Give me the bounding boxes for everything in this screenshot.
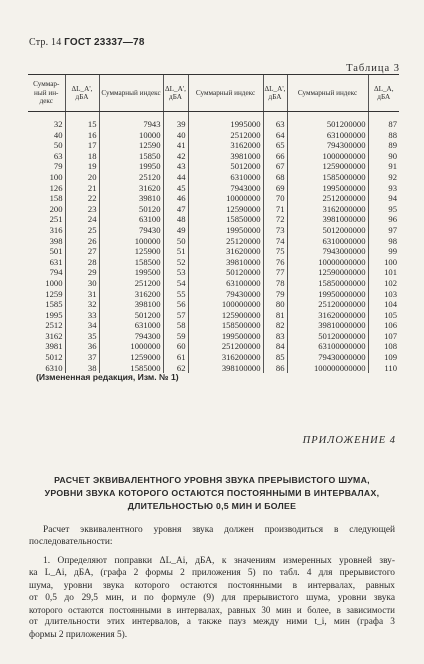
table-cell: 32 [65, 299, 99, 310]
table-cell: 1259 [45, 288, 63, 299]
table-cell: 31620 [99, 183, 163, 194]
table-cell: 28 [65, 257, 99, 268]
table-cell: 20 [65, 172, 99, 183]
table-cell: 6310 [45, 362, 63, 373]
table-cell: 3981000000 [287, 214, 368, 225]
table-cell: 60 [163, 341, 188, 352]
table-cell: 72 [263, 214, 287, 225]
table-cell: 75 [263, 246, 287, 257]
table-cell: 50 [163, 236, 188, 247]
table-cell: 67 [263, 161, 287, 172]
table-cell: 42 [163, 151, 188, 162]
table-cell: 126 [49, 182, 63, 193]
table-cell: 251 [49, 214, 63, 225]
table-cell: 39 [163, 112, 188, 130]
table-row [28, 289, 399, 300]
table-cell: 63100000 [188, 278, 263, 289]
table-row [28, 278, 399, 289]
table-cell: 34 [65, 320, 99, 331]
table-cell: 50120000 [188, 267, 263, 278]
table-cell: 33 [65, 310, 99, 321]
table-cell: 47 [163, 204, 188, 215]
gost-label: ГОСТ [64, 37, 92, 48]
gost-number: 23337—78 [94, 37, 145, 48]
table-cell: 501 [49, 246, 63, 257]
table-row [28, 214, 399, 225]
table-cell: 85 [263, 352, 287, 363]
table-cell: 63100 [99, 214, 163, 225]
table-row [28, 267, 399, 278]
table-cell: 59 [163, 331, 188, 342]
table-cell: 1995000 [188, 112, 263, 130]
table-cell: 103 [368, 289, 399, 300]
table-cell: 25120000000 [287, 299, 368, 310]
table-cell: 82 [263, 320, 287, 331]
table-cell: 15850000 [188, 214, 263, 225]
table-cell: 107 [368, 331, 399, 342]
amendment-note-text: (Измененная редакция, Изм. № 1) [36, 372, 179, 382]
table-cell: 106 [368, 320, 399, 331]
table-cell: 52 [163, 257, 188, 268]
table-cell: 95 [368, 204, 399, 215]
table-cell: 65 [263, 140, 287, 151]
table-cell: 31620000 [188, 246, 263, 257]
col-header: Суммарный индекс [99, 75, 163, 112]
table-cell: 398100000 [188, 363, 263, 374]
table-cell: 3981 [45, 341, 63, 352]
table-cell: 70 [263, 193, 287, 204]
text-line: последовательности: [29, 537, 113, 548]
table-cell: 398100 [99, 299, 163, 310]
table-cell: 94 [368, 193, 399, 204]
table-cell: 63 [263, 112, 287, 130]
table-cell: 40 [53, 129, 63, 140]
table-cell: 89 [368, 140, 399, 151]
table-row [28, 246, 399, 257]
table-row [28, 183, 399, 194]
table-cell: 251200000 [188, 341, 263, 352]
table-cell: 19950000 [188, 225, 263, 236]
table-cell: 66 [263, 151, 287, 162]
table-cell: 62 [163, 363, 188, 374]
table-cell: 10000000000 [287, 257, 368, 268]
table-cell: 15850000000 [287, 278, 368, 289]
table-cell: 6310000 [188, 172, 263, 183]
table-cell: 83 [263, 331, 287, 342]
table-row [28, 236, 399, 247]
table-row [28, 299, 399, 310]
table-cell: 29 [65, 267, 99, 278]
table-cell: 100000000 [188, 299, 263, 310]
table-cell: 37 [65, 352, 99, 363]
table-cell: 1585 [45, 299, 63, 310]
table-cell: 2512000000 [287, 193, 368, 204]
page-header [29, 37, 145, 48]
text-line: 1. Определяют поправки ΔL_Ai, дБА, к значениям измеренных уровней зву- [43, 556, 395, 566]
table-cell: 1259000000 [287, 161, 368, 172]
table-cell: 99 [368, 246, 399, 257]
table-row [28, 193, 399, 204]
table-cell: 12590000 [188, 204, 263, 215]
table-cell: 84 [263, 341, 287, 352]
table-cell: 41 [163, 140, 188, 151]
table-cell: 86 [263, 363, 287, 374]
col-header: Суммар-ный ин-декс [28, 75, 65, 112]
table-cell: 48 [163, 214, 188, 225]
table-cell: 7943 [99, 112, 163, 130]
data-table [28, 74, 399, 373]
col-header: ΔL_A', дБА [65, 75, 99, 112]
table-cell: 125900000 [188, 310, 263, 321]
table-cell: 81 [263, 310, 287, 321]
section-heading-line: УРОВНИ ЗВУКА КОТОРОГО ОСТАЮТСЯ ПОСТОЯННЫМИ В ИНТЕРВАЛАХ, [44, 488, 380, 498]
table-cell: 5012000000 [287, 225, 368, 236]
table-row [28, 310, 399, 321]
col-header: ΔL_A', дБА [263, 75, 287, 112]
table-cell: 1259000 [99, 352, 163, 363]
item-1-paragraph [29, 555, 395, 641]
col-header: ΔL_A', дБА [163, 75, 188, 112]
table-cell: 23 [65, 204, 99, 215]
table-cell: 30 [65, 278, 99, 289]
text-line: которого остаются постоянными в интервалах, равных 30 мин и более, в зависимости [29, 605, 395, 616]
table-cell: 26 [65, 236, 99, 247]
col-header: Суммарный индекс [188, 75, 263, 112]
table-cell: 97 [368, 225, 399, 236]
table-cell: 158500000 [188, 320, 263, 331]
table-row [28, 257, 399, 268]
table-cell: 49 [163, 225, 188, 236]
table-cell: 3162 [45, 330, 63, 341]
col-header: Суммарный индекс [287, 75, 368, 112]
table-cell: 501200000 [287, 112, 368, 130]
table-cell: 1585000000 [287, 172, 368, 183]
table-cell: 108 [368, 341, 399, 352]
table-cell: 50 [53, 140, 63, 151]
table-cell: 316 [49, 224, 63, 235]
text-line: от длительности этих интервалов, а также пауз между ними t_i, мин (графа 3 [29, 617, 395, 628]
table-cell: 61 [163, 352, 188, 363]
table-cell: 36 [65, 341, 99, 352]
table-cell: 78 [263, 278, 287, 289]
table-header-row [28, 75, 399, 112]
table-cell: 1585000 [99, 363, 163, 374]
table-cell: 398 [49, 235, 63, 246]
appendix-title: ПРИЛОЖЕНИЕ 4 [302, 435, 396, 446]
table-row [28, 172, 399, 183]
table-cell: 64 [263, 130, 287, 141]
amendment-note [36, 372, 179, 383]
table-cell: 794300 [99, 331, 163, 342]
table-cell: 2512 [45, 320, 63, 331]
table-cell: 63 [53, 150, 63, 161]
table-cell: 40 [163, 130, 188, 141]
table-cell: 54 [163, 278, 188, 289]
table-cell: 55 [163, 289, 188, 300]
table-cell: 50120 [99, 204, 163, 215]
table-cell: 631 [49, 256, 63, 267]
text-line: формы 2 приложения 5). [29, 629, 128, 640]
text-line: Расчет эквивалентного уровня звука должен производиться в следующей [43, 525, 395, 535]
table-row [28, 130, 399, 141]
table-cell: 105 [368, 310, 399, 321]
table-cell: 3981000 [188, 151, 263, 162]
table-cell: 25120 [99, 172, 163, 183]
table-cell: 58 [163, 320, 188, 331]
table-cell: 68 [263, 172, 287, 183]
table-cell: 104 [368, 299, 399, 310]
table-cell: 17 [65, 140, 99, 151]
table-cell: 631000 [99, 320, 163, 331]
table-cell: 100 [368, 257, 399, 268]
table-cell: 74 [263, 236, 287, 247]
table-cell: 69 [263, 183, 287, 194]
table-cell: 200 [49, 203, 63, 214]
table-row [28, 320, 399, 331]
table-cell: 5012 [45, 352, 63, 363]
table-cell: 110 [368, 363, 399, 374]
table-cell: 38 [65, 363, 99, 374]
section-heading-line: ДЛИТЕЛЬНОСТЬЮ 0,5 МИН И БОЛЕЕ [127, 501, 297, 511]
table-cell: 3162000 [188, 140, 263, 151]
table-cell: 251200 [99, 278, 163, 289]
table-cell: 80 [263, 299, 287, 310]
table-cell: 501200 [99, 310, 163, 321]
table-cell: 63100000000 [287, 341, 368, 352]
table-row [28, 352, 399, 363]
table-cell: 12590000000 [287, 267, 368, 278]
table-cell: 158500 [99, 257, 163, 268]
table-cell: 44 [163, 172, 188, 183]
table-cell: 10000 [99, 130, 163, 141]
table-cell: 79430 [99, 225, 163, 236]
table-cell: 16 [65, 130, 99, 141]
table-cell: 199500 [99, 267, 163, 278]
table-cell: 46 [163, 193, 188, 204]
table-caption: Таблица 3 [346, 63, 400, 74]
table-cell: 19950000000 [287, 289, 368, 300]
table-cell: 93 [368, 183, 399, 194]
table-cell: 102 [368, 278, 399, 289]
table-cell: 15850 [99, 151, 163, 162]
table-row [28, 151, 399, 162]
table-cell: 39810000000 [287, 320, 368, 331]
table-cell: 39810 [99, 193, 163, 204]
table-cell: 100000 [99, 236, 163, 247]
table-cell: 1000000 [99, 341, 163, 352]
table-row [28, 112, 399, 130]
table-cell: 88 [368, 130, 399, 141]
table-cell: 27 [65, 246, 99, 257]
table-cell: 109 [368, 352, 399, 363]
table-cell: 158 [49, 193, 63, 204]
table-cell: 79 [53, 161, 63, 172]
table-cell: 3162000000 [287, 204, 368, 215]
table-cell: 91 [368, 161, 399, 172]
table-cell: 35 [65, 331, 99, 342]
table-cell: 199500000 [188, 331, 263, 342]
table-cell: 71 [263, 204, 287, 215]
table-cell: 96 [368, 214, 399, 225]
intro-paragraph [29, 524, 395, 549]
table-cell: 32 [53, 119, 63, 129]
table-cell: 6310000000 [287, 236, 368, 247]
text-line: ка L_Ai, дБА, (графа 2 формы 2 приложения 5) по табл. 4 для прерывистого [29, 568, 395, 579]
table-cell: 79430000 [188, 289, 263, 300]
table-cell: 39810000 [188, 257, 263, 268]
table-cell: 1000 [45, 277, 63, 288]
table-row [28, 161, 399, 172]
table-cell: 79430000000 [287, 352, 368, 363]
table-cell: 18 [65, 151, 99, 162]
table-cell: 100000000000 [287, 363, 368, 374]
table-cell: 2512000 [188, 130, 263, 141]
table-cell: 21 [65, 183, 99, 194]
table-cell: 316200 [99, 289, 163, 300]
table-cell: 631000000 [287, 130, 368, 141]
table-cell: 25 [65, 225, 99, 236]
table-row [28, 140, 399, 151]
table-cell: 50120000000 [287, 331, 368, 342]
table-cell: 43 [163, 161, 188, 172]
table-cell: 53 [163, 267, 188, 278]
table-cell: 56 [163, 299, 188, 310]
table-row [28, 331, 399, 342]
text-line: от 0,5 до 29,5 мин, и по формуле (9) для прерывистого шума, уровни звука [29, 592, 395, 603]
table-row [28, 204, 399, 215]
text-line: шума, уровни звука которого остаются постоянными в интервалах, равных [29, 580, 395, 591]
table-cell: 19 [65, 161, 99, 172]
table-cell: 76 [263, 257, 287, 268]
table-row [28, 225, 399, 236]
section-heading-line: РАСЧЕТ ЭКВИВАЛЕНТНОГО УРОВНЯ ЗВУКА ПРЕРЫВИСТОГО ШУМА, [54, 475, 370, 485]
table-cell: 51 [163, 246, 188, 257]
table-cell: 5012000 [188, 161, 263, 172]
table-cell: 794300000 [287, 140, 368, 151]
table-cell: 73 [263, 225, 287, 236]
table-cell: 57 [163, 310, 188, 321]
table-cell: 92 [368, 172, 399, 183]
table-cell: 15 [65, 112, 99, 130]
table-cell: 1995 [45, 309, 63, 320]
table-cell: 1000000000 [287, 151, 368, 162]
table-cell: 90 [368, 151, 399, 162]
table-cell: 31620000000 [287, 310, 368, 321]
table-cell: 87 [368, 112, 399, 130]
table-cell: 19950 [99, 161, 163, 172]
table-cell: 100 [49, 171, 63, 182]
table-row [28, 341, 399, 352]
table-cell: 98 [368, 236, 399, 247]
table-cell: 12590 [99, 140, 163, 151]
table-cell: 31 [65, 289, 99, 300]
table-cell: 79 [263, 289, 287, 300]
table-cell: 77 [263, 267, 287, 278]
table-cell: 24 [65, 214, 99, 225]
table-cell: 22 [65, 193, 99, 204]
table-cell: 1995000000 [287, 183, 368, 194]
col-header: ΔL_A, дБА [368, 75, 399, 112]
table-cell: 794 [49, 267, 63, 278]
table-cell: 10000000 [188, 193, 263, 204]
table-cell: 101 [368, 267, 399, 278]
page-number: Стр. 14 [29, 37, 62, 48]
table-cell: 7943000000 [287, 246, 368, 257]
table-cell: 45 [163, 183, 188, 194]
table-cell: 125900 [99, 246, 163, 257]
table-cell: 7943000 [188, 183, 263, 194]
table-cell: 316200000 [188, 352, 263, 363]
table-cell: 25120000 [188, 236, 263, 247]
